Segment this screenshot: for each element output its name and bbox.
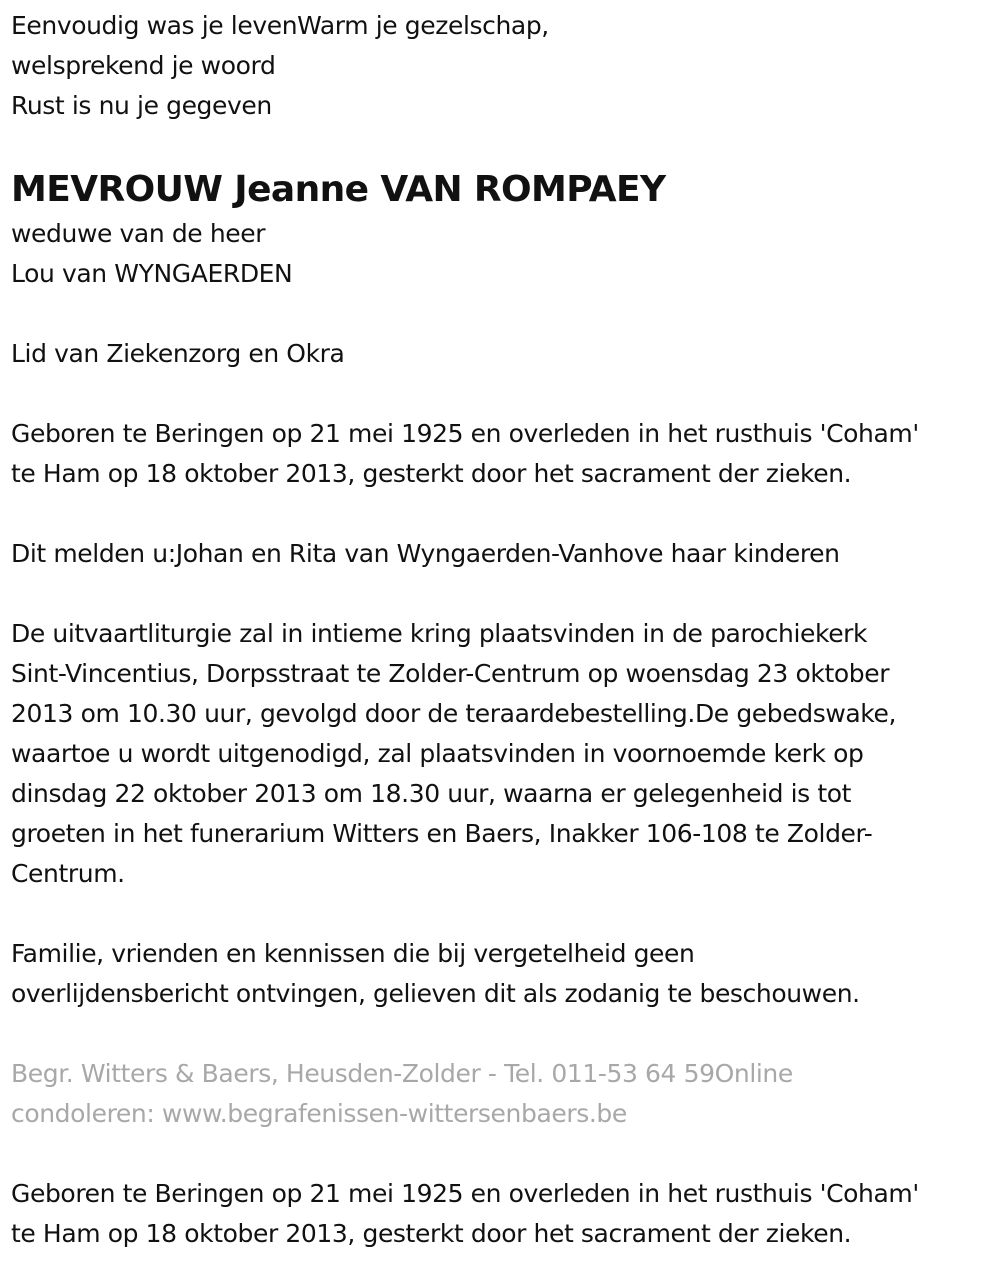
funeral-line: waartoe u wordt uitgenodigd, zal plaatsvinden in voornoemde kerk op bbox=[11, 739, 864, 768]
undertaker-condolence-link[interactable]: condoleren: www.begrafenissen-wittersenbaers.be bbox=[11, 1099, 627, 1128]
spouse-line: Lou van WYNGAERDEN bbox=[11, 259, 293, 288]
funeral-line: 2013 om 10.30 uur, gevolgd door de teraardebestelling.De gebedswake, bbox=[11, 699, 896, 728]
funeral-line: groeten in het funerarium Witters en Baers, Inakker 106-108 te Zolder- bbox=[11, 819, 873, 848]
spacer bbox=[11, 294, 1000, 334]
undertaker-info bbox=[11, 1054, 1000, 1134]
spacer bbox=[11, 894, 1000, 934]
undertaker-line: Begr. Witters & Baers, Heusden-Zolder - Tel. 011-53 64 59Online bbox=[11, 1059, 793, 1088]
spacer bbox=[11, 1134, 1000, 1174]
notice-paragraph bbox=[11, 934, 1000, 1014]
announcers-text: Dit melden u:Johan en Rita van Wyngaerden-Vanhove haar kinderen bbox=[11, 539, 840, 568]
poem bbox=[11, 6, 1000, 126]
spacer bbox=[11, 374, 1000, 414]
birth-death-line: te Ham op 18 oktober 2013, gesterkt door het sacrament der zieken. bbox=[11, 1219, 852, 1248]
spacer bbox=[11, 574, 1000, 614]
spacer bbox=[11, 1014, 1000, 1054]
announcers-paragraph bbox=[11, 534, 1000, 574]
poem-line: welsprekend je woord bbox=[11, 51, 276, 80]
funeral-paragraph bbox=[11, 614, 1000, 894]
poem-line: Eenvoudig was je levenWarm je gezelschap, bbox=[11, 11, 549, 40]
notice-line: overlijdensbericht ontvingen, gelieven dit als zodanig te beschouwen. bbox=[11, 979, 860, 1008]
birth-death-line: te Ham op 18 oktober 2013, gesterkt door het sacrament der zieken. bbox=[11, 459, 852, 488]
birth-death-paragraph-repeat bbox=[11, 1174, 1000, 1254]
funeral-line: De uitvaartliturgie zal in intieme kring plaatsvinden in de parochiekerk bbox=[11, 619, 868, 648]
poem-line: Rust is nu je gegeven bbox=[11, 91, 272, 120]
spouse-info bbox=[11, 214, 1000, 294]
membership bbox=[11, 334, 1000, 374]
birth-death-paragraph bbox=[11, 414, 1000, 494]
funeral-line: dinsdag 22 oktober 2013 om 18.30 uur, waarna er gelegenheid is tot bbox=[11, 779, 852, 808]
birth-death-line: Geboren te Beringen op 21 mei 1925 en overleden in het rusthuis 'Coham' bbox=[11, 419, 919, 448]
membership-text: Lid van Ziekenzorg en Okra bbox=[11, 339, 345, 368]
spouse-line: weduwe van de heer bbox=[11, 219, 266, 248]
funeral-line: Sint-Vincentius, Dorpsstraat te Zolder-Centrum op woensdag 23 oktober bbox=[11, 659, 890, 688]
spacer bbox=[11, 494, 1000, 534]
birth-death-line: Geboren te Beringen op 21 mei 1925 en overleden in het rusthuis 'Coham' bbox=[11, 1179, 919, 1208]
deceased-name-title: MEVROUW Jeanne VAN ROMPAEY bbox=[11, 169, 666, 210]
spacer bbox=[11, 126, 1000, 160]
notice-line: Familie, vrienden en kennissen die bij vergetelheid geen bbox=[11, 939, 695, 968]
funeral-line: Centrum. bbox=[11, 859, 125, 888]
